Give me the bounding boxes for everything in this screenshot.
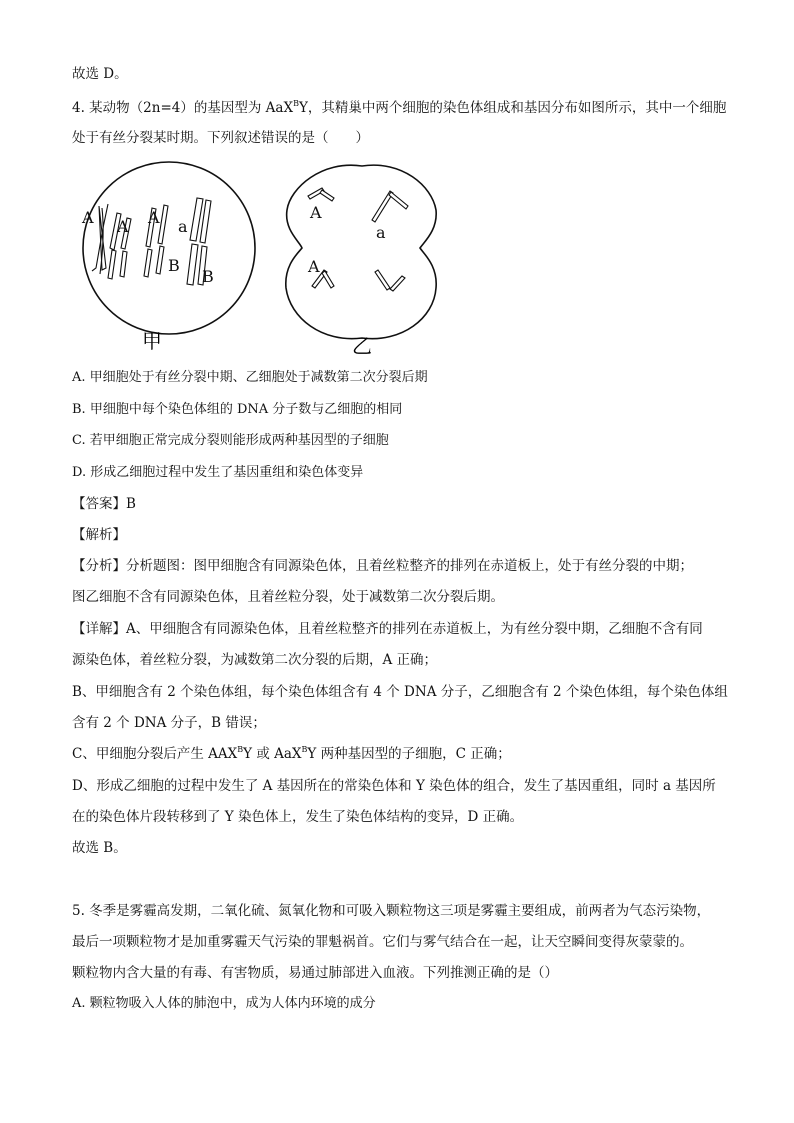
question-5-line1: 5. 冬季是雾霾高发期，二氧化硫、氮氧化物和可吸入颗粒物这三项是雾霾主要组成，前两者为气态污染物，: [72, 903, 711, 919]
analysis-heading: 【解析】: [72, 527, 126, 543]
gene-label: B: [202, 267, 214, 286]
cell-jia: [81, 162, 255, 334]
cell-jia-label: 甲: [142, 329, 162, 353]
cell-yi: [286, 165, 436, 339]
detail-line2: 源染色体，着丝粒分裂，为减数第二次分裂的后期，A 正确；: [72, 652, 438, 668]
answer-line: [72, 494, 732, 514]
detail-text: Y 或 AaX: [243, 746, 302, 762]
detail-line6: D、形成乙细胞的过程中发生了 A 基因所在的常染色体和 Y 染色体的组合，发生了基因重组，同时 a 基因所: [72, 778, 716, 794]
detail-text: A、甲细胞含有同源染色体，且着丝粒整齐的排列在赤道板上，为有丝分裂中期，乙细胞不含有同: [126, 621, 703, 637]
answer-tag: 【答案】: [72, 496, 126, 512]
option-b: B. 甲细胞中每个染色体组的 DNA 分子数与乙细胞的相同: [72, 402, 403, 417]
gene-label: A: [117, 217, 129, 236]
q4-superscript: B: [293, 98, 299, 108]
analysis-line1: [72, 556, 732, 576]
conclusion-line: 故选 B。: [72, 840, 127, 856]
detail-line5: [72, 744, 732, 764]
option-d: D. 形成乙细胞过程中发生了基因重组和染色体变异: [72, 465, 364, 480]
cell-yi-label: 乙: [352, 334, 372, 358]
detail-line3: B、甲细胞含有 2 个染色体组，每个染色体组含有 4 个 DNA 分子，乙细胞含有 2 个染色体组，每个染色体组: [72, 684, 728, 700]
superscript: B: [237, 744, 244, 754]
detail-line1: [72, 619, 732, 639]
cell-figure: [72, 158, 472, 358]
cell-diagram: [72, 158, 472, 358]
detail-line7: 在的染色体片段转移到了 Y 染色体上，发生了染色体结构的变异，D 正确。: [72, 809, 524, 825]
question-4-stem-line2: 处于有丝分裂某时期。下列叙述错误的是（ ）: [72, 130, 369, 146]
question-4-stem-line1: [72, 98, 732, 118]
detail-line4: 含有 2 个 DNA 分子，B 错误；: [72, 715, 266, 731]
detail-tag: 【详解】: [72, 621, 126, 637]
q4-text-b: Y，其精巢中两个细胞的染色体组成和基因分布如图所示，其中一个细胞: [298, 100, 727, 116]
detail-text: C、甲细胞分裂后产生 AAX: [72, 746, 238, 762]
analysis-tag: 【分析】: [72, 558, 126, 574]
option-c: C. 若甲细胞正常完成分裂则能形成两种基因型的子细胞: [72, 433, 389, 448]
question-5-line3: 颗粒物内含大量的有毒、有害物质，易通过肺部进入血液。下列推测正确的是（）: [72, 965, 558, 981]
question-5-line2: 最后一项颗粒物才是加重雾霾天气污染的罪魁祸首。它们与雾气结合在一起，让天空瞬间变得灰蒙蒙的。: [72, 934, 693, 950]
gene-label: B: [168, 256, 180, 275]
gene-label: A: [308, 257, 320, 276]
gene-label: A: [82, 208, 94, 227]
answer-value: B: [126, 496, 136, 512]
analysis-text: 分析题图：图甲细胞含有同源染色体，且着丝粒整齐的排列在赤道板上，处于有丝分裂的中期；: [126, 558, 693, 574]
gene-label: A: [310, 203, 322, 222]
superscript: B: [301, 744, 308, 754]
gene-label: a: [178, 217, 188, 236]
question-5-option-a: A. 颗粒物吸入人体的肺泡中，成为人体内环境的成分: [72, 996, 376, 1011]
option-a: A. 甲细胞处于有丝分裂中期、乙细胞处于减数第二次分裂后期: [72, 370, 428, 385]
detail-text: Y 两种基因型的子细胞，C 正确；: [307, 746, 511, 762]
prev-answer-line: 故选 D。: [72, 66, 128, 82]
gene-label: A: [148, 208, 160, 227]
gene-label: a: [376, 223, 386, 242]
q4-text-a: 4. 某动物（2n=4）的基因型为 AaX: [72, 100, 294, 116]
analysis-line2: 图乙细胞不含有同源染色体，且着丝粒分裂，处于减数第二次分裂后期。: [72, 589, 504, 605]
